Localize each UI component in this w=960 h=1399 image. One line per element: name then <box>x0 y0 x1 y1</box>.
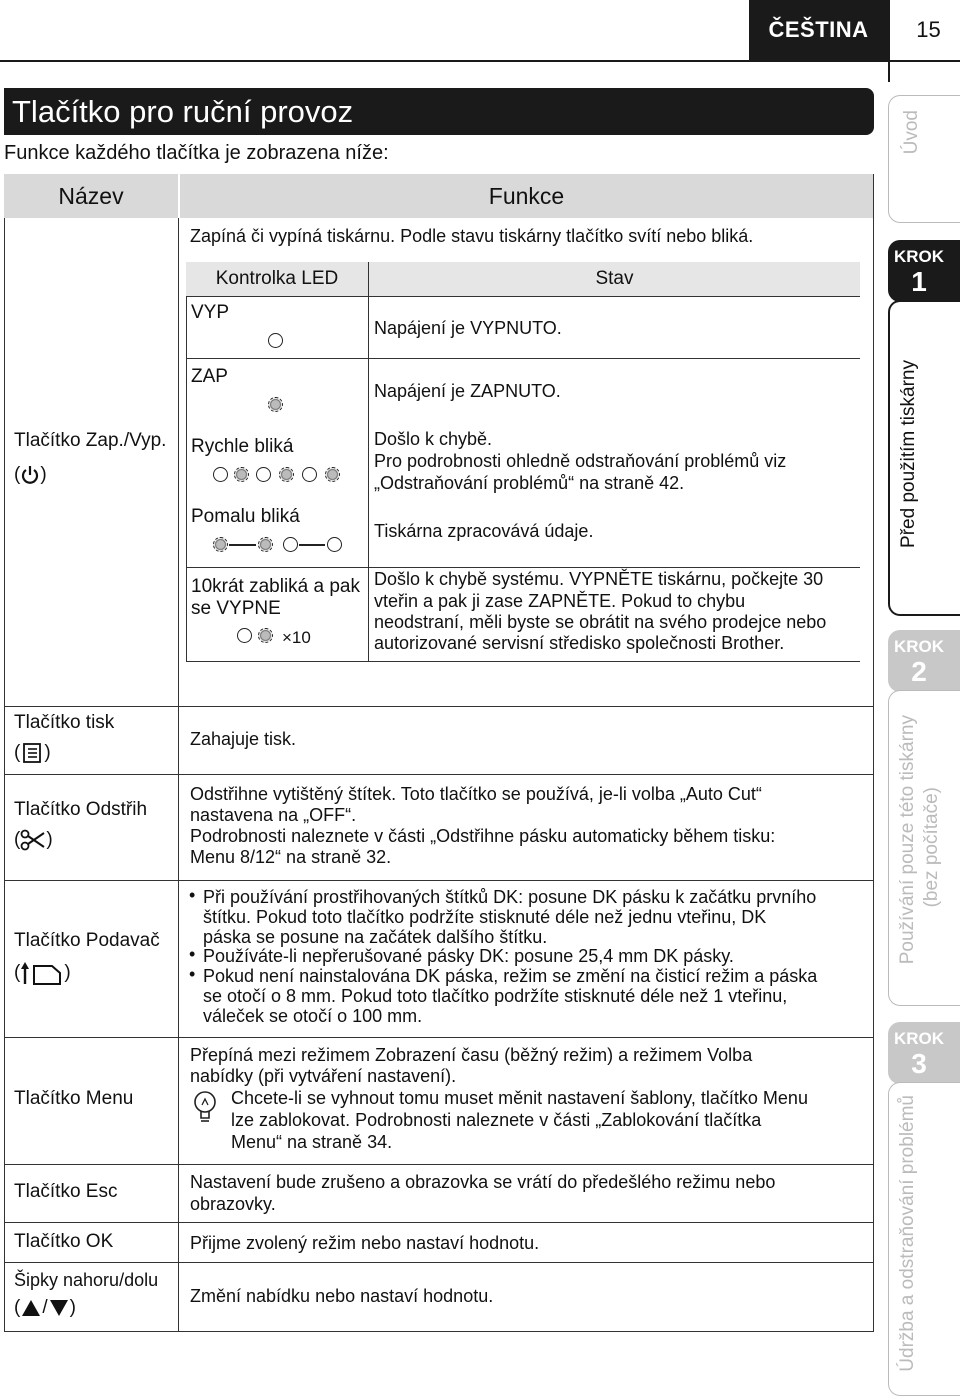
power-description: Zapíná či vypíná tiskárnu. Podle stavu tiskárny tlačítko svítí nebo bliká. <box>190 226 754 246</box>
row-divider <box>4 1331 873 1332</box>
krok-label: KROK <box>893 637 945 656</box>
feed-bullet-3-line-3: váleček se otočí o 100 mm. <box>203 1006 423 1026</box>
led-table-divider <box>368 262 369 662</box>
led-icon <box>258 628 273 643</box>
arrow-up-icon <box>20 1298 42 1318</box>
language-tab: ČEŠTINA <box>749 0 888 60</box>
led-icon <box>325 467 340 482</box>
feed-bullet-3-line-2: se otočí o 8 mm. Pokud toto tlačítko podržíte stisknuté déle než 1 vteřinu, <box>203 986 788 1006</box>
led-on-label: ZAP <box>191 366 228 387</box>
state-fast-blink-1: Došlo k chybě. <box>374 429 493 449</box>
cut-desc-3: Podrobnosti naleznete v části „Odstřihne pásku automaticky během tisku: <box>190 826 776 846</box>
led-icon <box>302 467 317 482</box>
menu-tip-1: Chcete-li se vyhnout tomu muset měnit nastavení šablony, tlačítko Menu <box>231 1088 808 1108</box>
feed-bullet-1-line-3: páska se posune na začátek dalšího štítku. <box>203 927 548 947</box>
led-row-divider <box>186 358 860 359</box>
led-icon <box>258 537 273 552</box>
column-header-name: Název <box>4 174 178 218</box>
dash <box>229 544 256 546</box>
cut-button-name: Tlačítko Odstřih <box>14 799 148 820</box>
power-button-name: Tlačítko Zap./Vyp. <box>14 430 167 451</box>
state-system-error-3: neodstraní, měli byste se obrátit na svého prodejce nebo <box>374 612 827 632</box>
table-right-border <box>873 174 874 1332</box>
led-icon <box>237 628 252 643</box>
lightbulb-tip-icon <box>190 1089 220 1125</box>
krok-label: KROK <box>893 1029 945 1048</box>
print-button-icon-wrap: ( ) <box>14 742 51 764</box>
sidebar-step2-label-2: (bez počítače) <box>921 787 942 908</box>
led-icon <box>256 467 271 482</box>
step-number: 1 <box>911 266 927 297</box>
led-ten-blink-label-2: se VYPNE <box>191 598 281 619</box>
sidebar-tab-step2[interactable] <box>888 690 960 1006</box>
power-icon <box>20 464 40 486</box>
row-divider <box>4 774 873 775</box>
row-divider <box>4 1222 873 1223</box>
scissors-icon <box>20 829 46 851</box>
led-slow-blink-label: Pomalu bliká <box>191 506 300 527</box>
menu-button-name: Tlačítko Menu <box>14 1088 134 1109</box>
state-system-error-1: Došlo k chybě systému. VYPNĚTE tiskárnu, počkejte 30 <box>374 569 824 589</box>
esc-desc-1: Nastavení bude zrušeno a obrazovka se vrátí do předešlého režimu nebo <box>190 1172 776 1192</box>
header-rule <box>0 60 960 62</box>
led-off-icon <box>268 333 283 348</box>
led-icon <box>234 467 249 482</box>
times-ten: ×10 <box>282 628 311 647</box>
print-button-name: Tlačítko tisk <box>14 712 115 733</box>
state-column-header: Stav <box>369 262 860 296</box>
led-table-left-border <box>186 296 187 662</box>
sidebar-tab-step1[interactable] <box>888 300 960 616</box>
row-divider <box>4 706 873 707</box>
step-number: 2 <box>911 656 927 687</box>
state-system-error-2: vteřin a pak ji zase ZAPNĚTE. Pokud to chybu <box>374 591 746 611</box>
menu-desc-1: Přepíná mezi režimem Zobrazení času (běžný režim) a režimem Volba <box>190 1045 753 1065</box>
power-button-icon-wrap: ( ) <box>14 464 47 486</box>
krok-label: KROK <box>893 247 945 266</box>
sidebar-step1-label: Před použitím tiskárny <box>898 360 919 548</box>
print-icon <box>20 742 44 764</box>
feed-icon <box>20 960 64 986</box>
row-divider <box>4 880 873 881</box>
state-system-error-4: autorizované servisní středisko společnosti Brother. <box>374 633 785 653</box>
cut-desc-1: Odstřihne vytištěný štítek. Toto tlačítko se používá, je-li volba „Auto Cut“ <box>190 784 762 804</box>
page-number-divider <box>888 0 890 82</box>
led-icon <box>213 467 228 482</box>
led-icon <box>213 537 228 552</box>
row-divider <box>4 1037 873 1038</box>
dash <box>299 544 325 546</box>
sidebar-tab-step3[interactable] <box>888 1082 960 1396</box>
step-number: 3 <box>911 1048 927 1079</box>
sidebar-intro-label: Úvod <box>901 110 922 155</box>
menu-tip-3: Menu“ na straně 34. <box>231 1132 393 1152</box>
led-row-divider <box>186 567 860 568</box>
page-number: 15 <box>916 17 941 42</box>
state-fast-blink-3: „Odstraňování problémů“ na straně 42. <box>374 473 685 493</box>
ok-button-name: Tlačítko OK <box>14 1231 114 1252</box>
esc-button-name: Tlačítko Esc <box>14 1181 118 1202</box>
bullet: • <box>189 885 196 905</box>
cut-button-icon-wrap: ( ) <box>14 829 53 851</box>
bullet: • <box>189 944 196 964</box>
led-icon <box>327 537 342 552</box>
menu-desc-2: nabídky (při vytváření nastavení). <box>190 1066 457 1086</box>
arrows-button-name: Šipky nahoru/dolu <box>14 1270 159 1290</box>
esc-desc-2: obrazovky. <box>190 1194 276 1214</box>
intro-text: Funkce každého tlačítka je zobrazena níže: <box>4 142 389 164</box>
feed-button-name: Tlačítko Podavač <box>14 930 160 951</box>
cut-desc-4: Menu 8/12“ na straně 32. <box>190 847 392 867</box>
arrows-icon-wrap: ( / ) <box>14 1297 76 1318</box>
row-divider <box>4 1262 873 1263</box>
print-description: Zahajuje tisk. <box>190 729 297 749</box>
led-icon <box>283 537 298 552</box>
led-fast-blink-label: Rychle bliká <box>191 436 294 457</box>
state-fast-blink-2: Pro podrobnosti ohledně odstraňování problémů viz <box>374 451 787 471</box>
row-divider <box>4 1164 873 1165</box>
arrow-down-icon <box>48 1298 70 1318</box>
sidebar-step2-badge[interactable] <box>888 630 960 692</box>
led-off-label: VYP <box>191 302 230 323</box>
sidebar-step2-label-1: Používání pouze této tiskárny <box>897 715 918 965</box>
feed-bullet-1-line-1: Při používání prostřihovaných štítků DK: posune DK pásku k začátku prvního <box>203 887 817 907</box>
column-header-function: Funkce <box>180 174 873 218</box>
led-row-divider <box>186 296 860 297</box>
led-on-icon <box>268 397 283 412</box>
state-slow-blink: Tiskárna zpracovává údaje. <box>374 521 594 541</box>
menu-tip-2: lze zablokovat. Podrobnosti naleznete v části „Zablokování tlačítka <box>231 1110 762 1130</box>
sidebar-tab-intro[interactable] <box>888 95 960 223</box>
sidebar-step1-badge[interactable] <box>888 240 960 302</box>
section-title: Tlačítko pro ruční provoz <box>4 88 874 135</box>
bullet: • <box>189 964 196 984</box>
led-icon <box>279 467 294 482</box>
state-off: Napájení je VYPNUTO. <box>374 318 562 338</box>
arrows-description: Změní nabídku nebo nastaví hodnotu. <box>190 1286 494 1306</box>
sidebar-step3-badge[interactable] <box>888 1022 960 1084</box>
feed-bullet-1-line-2: štítku. Pokud toto tlačítko podržíte stisknuté déle než jednu vteřinu, DK <box>203 907 767 927</box>
state-on: Napájení je ZAPNUTO. <box>374 381 561 401</box>
ok-description: Přijme zvolený režim nebo nastaví hodnotu. <box>190 1233 540 1253</box>
sidebar-step3-label: Údržba a odstraňování problémů <box>897 1095 918 1372</box>
feed-bullet-3-line-1: Pokud není nainstalována DK páska, režim se změní na čisticí režim a páska <box>203 966 818 986</box>
led-ten-blink-label-1: 10krát zabliká a pak <box>191 576 360 597</box>
feed-button-icon-wrap: ( ) <box>14 960 71 986</box>
led-column-header: Kontrolka LED <box>186 262 368 296</box>
feed-bullet-2: Používáte-li nepřerušované pásky DK: posune 25,4 mm DK pásky. <box>203 946 734 966</box>
led-row-divider <box>186 661 860 662</box>
cut-desc-2: nastavena na „OFF“. <box>190 805 357 825</box>
